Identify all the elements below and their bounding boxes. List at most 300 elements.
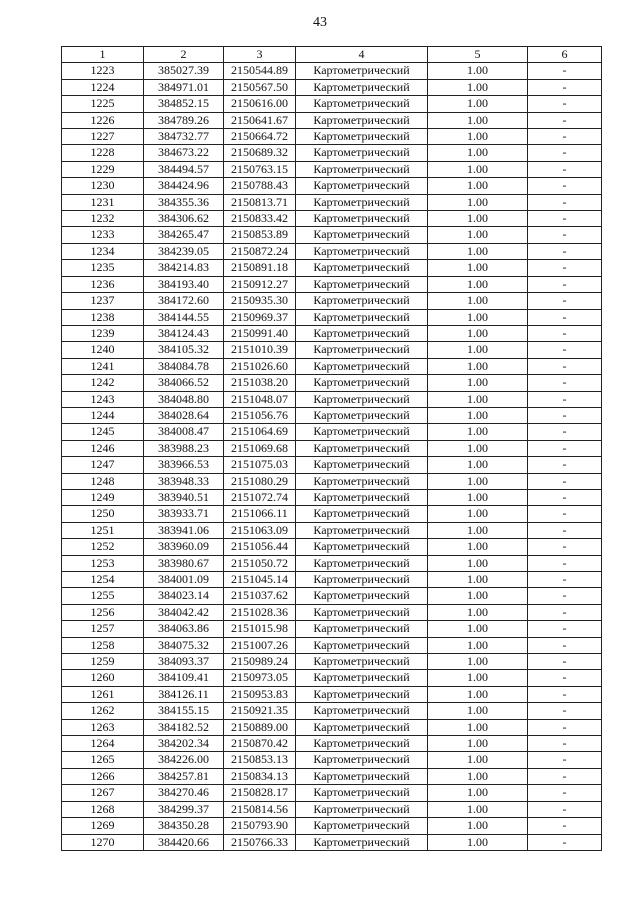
method-cell: Картометрический <box>296 407 428 423</box>
accuracy-cell: 1.00 <box>428 342 528 358</box>
table-row <box>62 522 602 538</box>
method-cell: Картометрический <box>296 473 428 489</box>
y-coordinate-cell: 2150921.35 <box>224 703 296 719</box>
table-row <box>62 79 602 95</box>
page-number: 43 <box>313 15 327 30</box>
table-row <box>62 703 602 719</box>
method-cell: Картометрический <box>296 785 428 801</box>
table-row <box>62 227 602 243</box>
table-row <box>62 801 602 817</box>
table-row <box>62 785 602 801</box>
method-cell: Картометрический <box>296 293 428 309</box>
y-coordinate-cell: 2150813.71 <box>224 194 296 210</box>
method-cell: Картометрический <box>296 736 428 752</box>
table-row <box>62 473 602 489</box>
table-row <box>62 834 602 850</box>
note-cell: - <box>528 703 602 719</box>
table-row <box>62 736 602 752</box>
accuracy-cell: 1.00 <box>428 161 528 177</box>
note-cell: - <box>528 621 602 637</box>
point-number-cell: 1263 <box>62 719 144 735</box>
y-coordinate-cell: 2151069.68 <box>224 440 296 456</box>
method-cell: Картометрический <box>296 211 428 227</box>
x-coordinate-cell: 384066.52 <box>144 375 224 391</box>
table-row <box>62 440 602 456</box>
note-cell: - <box>528 325 602 341</box>
point-number-cell: 1227 <box>62 129 144 145</box>
x-coordinate-cell: 384257.81 <box>144 768 224 784</box>
coordinates-table <box>61 46 602 851</box>
point-number-cell: 1254 <box>62 572 144 588</box>
table-row <box>62 63 602 79</box>
note-cell: - <box>528 161 602 177</box>
y-coordinate-cell: 2150891.18 <box>224 260 296 276</box>
accuracy-cell: 1.00 <box>428 391 528 407</box>
method-cell: Картометрический <box>296 752 428 768</box>
x-coordinate-cell: 384355.36 <box>144 194 224 210</box>
x-coordinate-cell: 384063.86 <box>144 621 224 637</box>
point-number-cell: 1226 <box>62 112 144 128</box>
note-cell: - <box>528 654 602 670</box>
x-coordinate-cell: 384732.77 <box>144 129 224 145</box>
accuracy-cell: 1.00 <box>428 96 528 112</box>
accuracy-cell: 1.00 <box>428 473 528 489</box>
table-row <box>62 588 602 604</box>
note-cell: - <box>528 686 602 702</box>
accuracy-cell: 1.00 <box>428 178 528 194</box>
note-cell: - <box>528 407 602 423</box>
method-cell: Картометрический <box>296 801 428 817</box>
y-coordinate-cell: 2151056.76 <box>224 407 296 423</box>
accuracy-cell: 1.00 <box>428 604 528 620</box>
y-coordinate-cell: 2151063.09 <box>224 522 296 538</box>
note-cell: - <box>528 818 602 834</box>
point-number-cell: 1233 <box>62 227 144 243</box>
method-cell: Картометрический <box>296 276 428 292</box>
y-coordinate-cell: 2151038.20 <box>224 375 296 391</box>
x-coordinate-cell: 384971.01 <box>144 79 224 95</box>
table-row <box>62 211 602 227</box>
y-coordinate-cell: 2150989.24 <box>224 654 296 670</box>
method-cell: Картометрический <box>296 325 428 341</box>
y-coordinate-cell: 2150814.56 <box>224 801 296 817</box>
y-coordinate-cell: 2150953.83 <box>224 686 296 702</box>
note-cell: - <box>528 112 602 128</box>
x-coordinate-cell: 383933.71 <box>144 506 224 522</box>
x-coordinate-cell: 384182.52 <box>144 719 224 735</box>
note-cell: - <box>528 375 602 391</box>
x-coordinate-cell: 384494.57 <box>144 161 224 177</box>
y-coordinate-cell: 2151064.69 <box>224 424 296 440</box>
point-number-cell: 1245 <box>62 424 144 440</box>
y-coordinate-cell: 2151045.14 <box>224 572 296 588</box>
accuracy-cell: 1.00 <box>428 752 528 768</box>
x-coordinate-cell: 384202.34 <box>144 736 224 752</box>
table-row <box>62 539 602 555</box>
table-body <box>62 63 602 851</box>
column-header: 6 <box>528 47 602 63</box>
note-cell: - <box>528 555 602 571</box>
note-cell: - <box>528 785 602 801</box>
table-row <box>62 818 602 834</box>
x-coordinate-cell: 384075.32 <box>144 637 224 653</box>
method-cell: Картометрический <box>296 145 428 161</box>
table-row <box>62 112 602 128</box>
point-number-cell: 1247 <box>62 457 144 473</box>
table-row <box>62 145 602 161</box>
accuracy-cell: 1.00 <box>428 572 528 588</box>
point-number-cell: 1270 <box>62 834 144 850</box>
table-row <box>62 407 602 423</box>
x-coordinate-cell: 384008.47 <box>144 424 224 440</box>
method-cell: Картометрический <box>296 79 428 95</box>
point-number-cell: 1246 <box>62 440 144 456</box>
point-number-cell: 1244 <box>62 407 144 423</box>
accuracy-cell: 1.00 <box>428 785 528 801</box>
x-coordinate-cell: 384270.46 <box>144 785 224 801</box>
point-number-cell: 1237 <box>62 293 144 309</box>
note-cell: - <box>528 489 602 505</box>
note-cell: - <box>528 194 602 210</box>
accuracy-cell: 1.00 <box>428 276 528 292</box>
column-header: 3 <box>224 47 296 63</box>
method-cell: Картометрический <box>296 227 428 243</box>
method-cell: Картометрический <box>296 539 428 555</box>
point-number-cell: 1253 <box>62 555 144 571</box>
method-cell: Картометрический <box>296 637 428 653</box>
table-row <box>62 391 602 407</box>
method-cell: Картометрический <box>296 719 428 735</box>
accuracy-cell: 1.00 <box>428 243 528 259</box>
method-cell: Картометрический <box>296 342 428 358</box>
note-cell: - <box>528 604 602 620</box>
y-coordinate-cell: 2150664.72 <box>224 129 296 145</box>
accuracy-cell: 1.00 <box>428 375 528 391</box>
accuracy-cell: 1.00 <box>428 211 528 227</box>
y-coordinate-cell: 2150793.90 <box>224 818 296 834</box>
point-number-cell: 1260 <box>62 670 144 686</box>
x-coordinate-cell: 383988.23 <box>144 440 224 456</box>
table-row <box>62 686 602 702</box>
x-coordinate-cell: 384299.37 <box>144 801 224 817</box>
method-cell: Картометрический <box>296 768 428 784</box>
accuracy-cell: 1.00 <box>428 440 528 456</box>
method-cell: Картометрический <box>296 358 428 374</box>
column-header: 4 <box>296 47 428 63</box>
note-cell: - <box>528 539 602 555</box>
x-coordinate-cell: 384042.42 <box>144 604 224 620</box>
table-row <box>62 293 602 309</box>
accuracy-cell: 1.00 <box>428 309 528 325</box>
table-row <box>62 457 602 473</box>
note-cell: - <box>528 358 602 374</box>
note-cell: - <box>528 276 602 292</box>
x-coordinate-cell: 384093.37 <box>144 654 224 670</box>
accuracy-cell: 1.00 <box>428 457 528 473</box>
y-coordinate-cell: 2151072.74 <box>224 489 296 505</box>
point-number-cell: 1258 <box>62 637 144 653</box>
point-number-cell: 1235 <box>62 260 144 276</box>
point-number-cell: 1249 <box>62 489 144 505</box>
method-cell: Картометрический <box>296 506 428 522</box>
accuracy-cell: 1.00 <box>428 489 528 505</box>
note-cell: - <box>528 243 602 259</box>
note-cell: - <box>528 79 602 95</box>
note-cell: - <box>528 801 602 817</box>
table-row <box>62 161 602 177</box>
table-row <box>62 555 602 571</box>
method-cell: Картометрический <box>296 440 428 456</box>
y-coordinate-cell: 2151048.07 <box>224 391 296 407</box>
point-number-cell: 1228 <box>62 145 144 161</box>
method-cell: Картометрический <box>296 63 428 79</box>
accuracy-cell: 1.00 <box>428 703 528 719</box>
method-cell: Картометрический <box>296 818 428 834</box>
note-cell: - <box>528 211 602 227</box>
column-header: 5 <box>428 47 528 63</box>
accuracy-cell: 1.00 <box>428 293 528 309</box>
point-number-cell: 1229 <box>62 161 144 177</box>
point-number-cell: 1225 <box>62 96 144 112</box>
x-coordinate-cell: 384424.96 <box>144 178 224 194</box>
table-row <box>62 637 602 653</box>
y-coordinate-cell: 2151056.44 <box>224 539 296 555</box>
method-cell: Картометрический <box>296 703 428 719</box>
method-cell: Картометрический <box>296 243 428 259</box>
y-coordinate-cell: 2150567.50 <box>224 79 296 95</box>
note-cell: - <box>528 473 602 489</box>
table-row <box>62 654 602 670</box>
x-coordinate-cell: 384109.41 <box>144 670 224 686</box>
method-cell: Картометрический <box>296 670 428 686</box>
method-cell: Картометрический <box>296 686 428 702</box>
y-coordinate-cell: 2151010.39 <box>224 342 296 358</box>
y-coordinate-cell: 2151026.60 <box>224 358 296 374</box>
note-cell: - <box>528 522 602 538</box>
y-coordinate-cell: 2150969.37 <box>224 309 296 325</box>
table-row <box>62 276 602 292</box>
note-cell: - <box>528 506 602 522</box>
table-row <box>62 342 602 358</box>
accuracy-cell: 1.00 <box>428 818 528 834</box>
table-row <box>62 129 602 145</box>
x-coordinate-cell: 384265.47 <box>144 227 224 243</box>
accuracy-cell: 1.00 <box>428 63 528 79</box>
point-number-cell: 1236 <box>62 276 144 292</box>
x-coordinate-cell: 384420.66 <box>144 834 224 850</box>
x-coordinate-cell: 383966.53 <box>144 457 224 473</box>
note-cell: - <box>528 391 602 407</box>
method-cell: Картометрический <box>296 129 428 145</box>
x-coordinate-cell: 384193.40 <box>144 276 224 292</box>
table-header <box>62 47 602 63</box>
point-number-cell: 1257 <box>62 621 144 637</box>
x-coordinate-cell: 383941.06 <box>144 522 224 538</box>
x-coordinate-cell: 384048.80 <box>144 391 224 407</box>
accuracy-cell: 1.00 <box>428 112 528 128</box>
point-number-cell: 1241 <box>62 358 144 374</box>
point-number-cell: 1248 <box>62 473 144 489</box>
table-row <box>62 719 602 735</box>
note-cell: - <box>528 719 602 735</box>
y-coordinate-cell: 2151028.36 <box>224 604 296 620</box>
method-cell: Картометрический <box>296 194 428 210</box>
method-cell: Картометрический <box>296 424 428 440</box>
y-coordinate-cell: 2150689.32 <box>224 145 296 161</box>
x-coordinate-cell: 384084.78 <box>144 358 224 374</box>
y-coordinate-cell: 2151050.72 <box>224 555 296 571</box>
y-coordinate-cell: 2150544.89 <box>224 63 296 79</box>
accuracy-cell: 1.00 <box>428 325 528 341</box>
note-cell: - <box>528 63 602 79</box>
method-cell: Картометрический <box>296 654 428 670</box>
y-coordinate-cell: 2150853.89 <box>224 227 296 243</box>
accuracy-cell: 1.00 <box>428 358 528 374</box>
accuracy-cell: 1.00 <box>428 654 528 670</box>
y-coordinate-cell: 2151066.11 <box>224 506 296 522</box>
y-coordinate-cell: 2151037.62 <box>224 588 296 604</box>
x-coordinate-cell: 384001.09 <box>144 572 224 588</box>
point-number-cell: 1262 <box>62 703 144 719</box>
note-cell: - <box>528 227 602 243</box>
table-row <box>62 243 602 259</box>
point-number-cell: 1264 <box>62 736 144 752</box>
point-number-cell: 1240 <box>62 342 144 358</box>
x-coordinate-cell: 384105.32 <box>144 342 224 358</box>
method-cell: Картометрический <box>296 112 428 128</box>
y-coordinate-cell: 2150912.27 <box>224 276 296 292</box>
accuracy-cell: 1.00 <box>428 539 528 555</box>
y-coordinate-cell: 2150766.33 <box>224 834 296 850</box>
accuracy-cell: 1.00 <box>428 79 528 95</box>
y-coordinate-cell: 2150935.30 <box>224 293 296 309</box>
accuracy-cell: 1.00 <box>428 736 528 752</box>
table-row <box>62 604 602 620</box>
x-coordinate-cell: 384124.43 <box>144 325 224 341</box>
table-row <box>62 325 602 341</box>
x-coordinate-cell: 384214.83 <box>144 260 224 276</box>
y-coordinate-cell: 2150991.40 <box>224 325 296 341</box>
note-cell: - <box>528 440 602 456</box>
method-cell: Картометрический <box>296 457 428 473</box>
point-number-cell: 1231 <box>62 194 144 210</box>
y-coordinate-cell: 2151075.03 <box>224 457 296 473</box>
y-coordinate-cell: 2150788.43 <box>224 178 296 194</box>
note-cell: - <box>528 572 602 588</box>
table-row <box>62 670 602 686</box>
note-cell: - <box>528 145 602 161</box>
point-number-cell: 1234 <box>62 243 144 259</box>
x-coordinate-cell: 383948.33 <box>144 473 224 489</box>
method-cell: Картометрический <box>296 161 428 177</box>
y-coordinate-cell: 2150641.67 <box>224 112 296 128</box>
note-cell: - <box>528 736 602 752</box>
note-cell: - <box>528 129 602 145</box>
method-cell: Картометрический <box>296 572 428 588</box>
y-coordinate-cell: 2150616.00 <box>224 96 296 112</box>
point-number-cell: 1238 <box>62 309 144 325</box>
accuracy-cell: 1.00 <box>428 621 528 637</box>
table-row <box>62 260 602 276</box>
method-cell: Картометрический <box>296 178 428 194</box>
x-coordinate-cell: 383960.09 <box>144 539 224 555</box>
point-number-cell: 1265 <box>62 752 144 768</box>
accuracy-cell: 1.00 <box>428 801 528 817</box>
x-coordinate-cell: 384852.15 <box>144 96 224 112</box>
point-number-cell: 1239 <box>62 325 144 341</box>
method-cell: Картометрический <box>296 489 428 505</box>
point-number-cell: 1224 <box>62 79 144 95</box>
y-coordinate-cell: 2150973.05 <box>224 670 296 686</box>
point-number-cell: 1250 <box>62 506 144 522</box>
x-coordinate-cell: 385027.39 <box>144 63 224 79</box>
note-cell: - <box>528 834 602 850</box>
accuracy-cell: 1.00 <box>428 129 528 145</box>
note-cell: - <box>528 637 602 653</box>
method-cell: Картометрический <box>296 375 428 391</box>
point-number-cell: 1266 <box>62 768 144 784</box>
accuracy-cell: 1.00 <box>428 424 528 440</box>
note-cell: - <box>528 178 602 194</box>
table-row <box>62 506 602 522</box>
x-coordinate-cell: 384023.14 <box>144 588 224 604</box>
accuracy-cell: 1.00 <box>428 407 528 423</box>
method-cell: Картометрический <box>296 588 428 604</box>
x-coordinate-cell: 384155.15 <box>144 703 224 719</box>
accuracy-cell: 1.00 <box>428 834 528 850</box>
point-number-cell: 1232 <box>62 211 144 227</box>
x-coordinate-cell: 384144.55 <box>144 309 224 325</box>
y-coordinate-cell: 2150872.24 <box>224 243 296 259</box>
point-number-cell: 1267 <box>62 785 144 801</box>
x-coordinate-cell: 384226.00 <box>144 752 224 768</box>
x-coordinate-cell: 383980.67 <box>144 555 224 571</box>
note-cell: - <box>528 752 602 768</box>
method-cell: Картометрический <box>296 834 428 850</box>
y-coordinate-cell: 2150889.00 <box>224 719 296 735</box>
note-cell: - <box>528 457 602 473</box>
table-row <box>62 489 602 505</box>
point-number-cell: 1259 <box>62 654 144 670</box>
point-number-cell: 1261 <box>62 686 144 702</box>
note-cell: - <box>528 670 602 686</box>
coordinates-table-container <box>61 46 602 851</box>
point-number-cell: 1243 <box>62 391 144 407</box>
x-coordinate-cell: 384350.28 <box>144 818 224 834</box>
point-number-cell: 1268 <box>62 801 144 817</box>
y-coordinate-cell: 2151007.26 <box>224 637 296 653</box>
accuracy-cell: 1.00 <box>428 670 528 686</box>
point-number-cell: 1252 <box>62 539 144 555</box>
table-row <box>62 178 602 194</box>
accuracy-cell: 1.00 <box>428 637 528 653</box>
y-coordinate-cell: 2150853.13 <box>224 752 296 768</box>
table-row <box>62 309 602 325</box>
note-cell: - <box>528 424 602 440</box>
table-row <box>62 194 602 210</box>
method-cell: Картометрический <box>296 96 428 112</box>
table-row <box>62 768 602 784</box>
table-row <box>62 375 602 391</box>
method-cell: Картометрический <box>296 621 428 637</box>
accuracy-cell: 1.00 <box>428 522 528 538</box>
note-cell: - <box>528 96 602 112</box>
note-cell: - <box>528 293 602 309</box>
column-header: 1 <box>62 47 144 63</box>
y-coordinate-cell: 2150833.42 <box>224 211 296 227</box>
note-cell: - <box>528 588 602 604</box>
x-coordinate-cell: 384126.11 <box>144 686 224 702</box>
